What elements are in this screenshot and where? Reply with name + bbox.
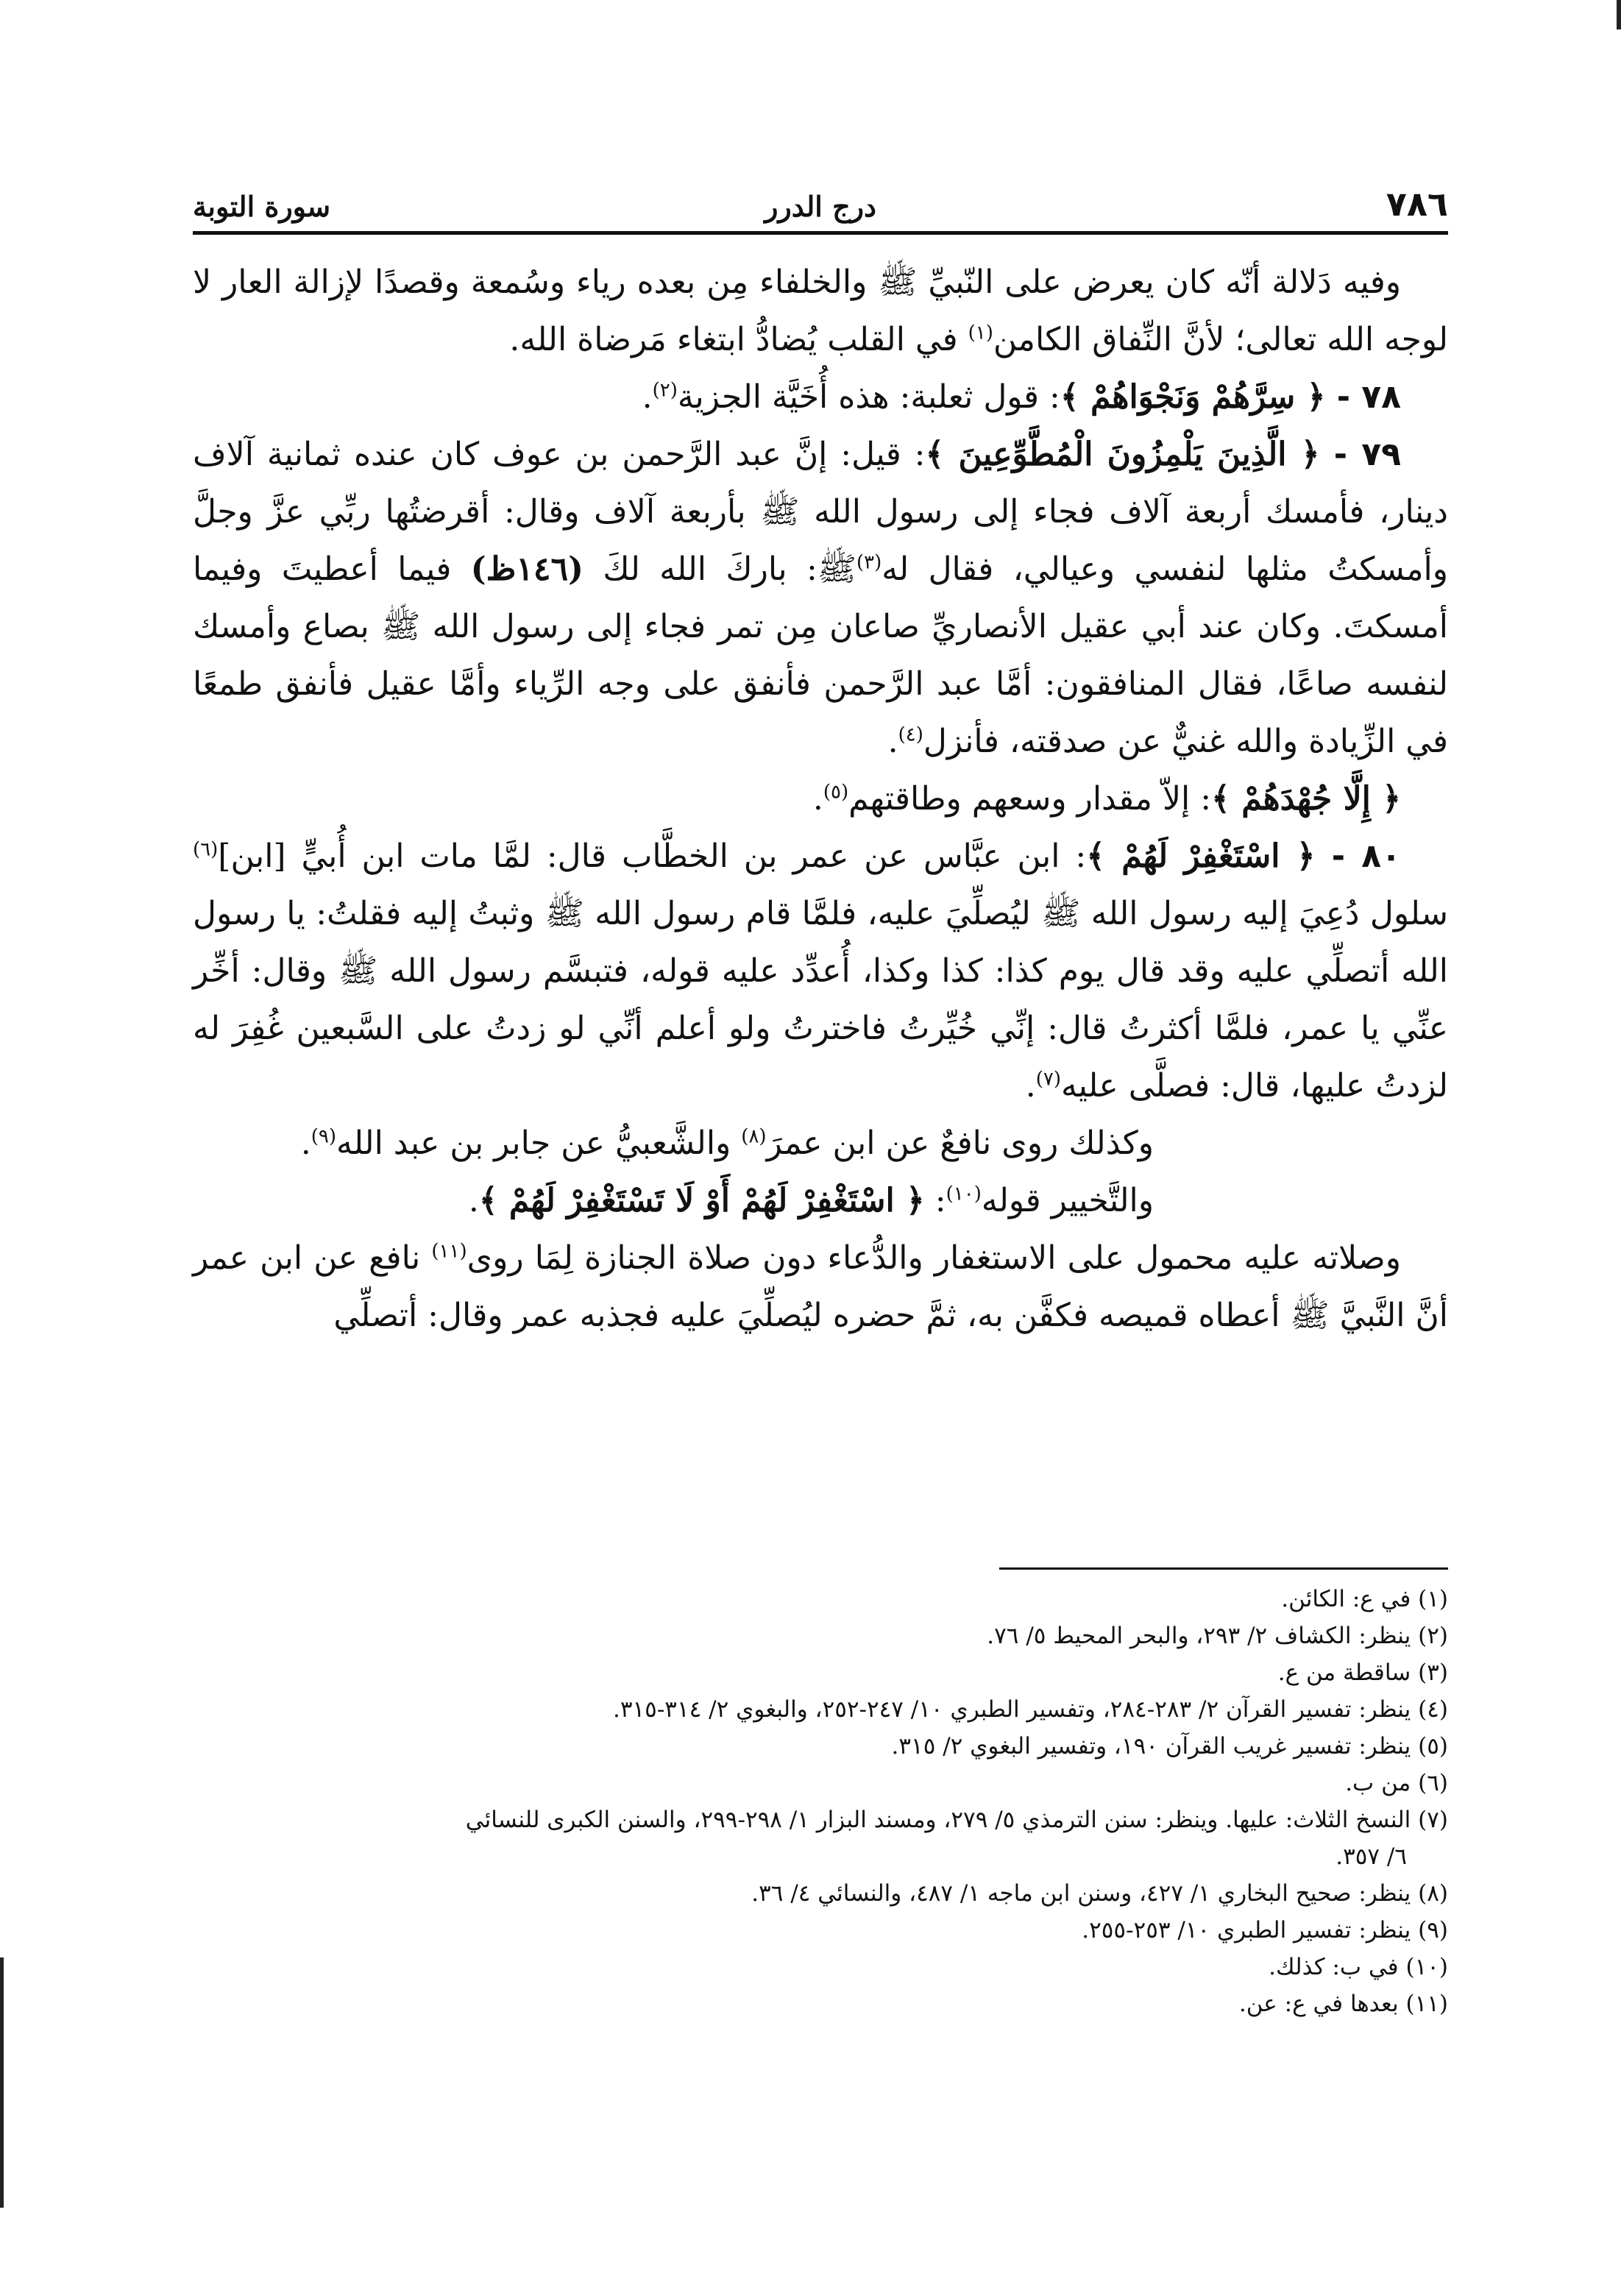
footnote-ref: (٤) — [898, 723, 923, 746]
footnote-7: (٧) النسخ الثلاث: عليها. وينظر: سنن الترمذي ٥/ ٢٧٩، ومسند البزار ١/ ٢٩٨-٢٩٩، والسنن الكبرى للنسائي — [465, 1807, 1448, 1833]
page-number: ٧٨٦ — [1386, 184, 1448, 224]
paragraph-intro: وفيه دَلالة أنّه كان يعرض على النّبيِّ ﷺ والخلفاء مِن بعده رياء وسُمعة وقصدًا لإزالة العار لا لوجه الله تعالى؛ لأنَّ النِّفاق الكامن$^{(١)}$ في القلب يُضادُّ ابتغاء مَرضاة الله. — [193, 263, 1448, 358]
surah-title: سورة التوبة — [193, 190, 331, 223]
verse-number: ٨٠ - — [1315, 837, 1401, 875]
header-rule — [193, 231, 1448, 235]
footnote-3: (٣) ساقطة من ع. — [1277, 1659, 1448, 1686]
verse-number: ٧٩ - — [1319, 436, 1401, 473]
footnote-1: (١) في ع: الكائن. — [1281, 1586, 1448, 1612]
footnote-ref: (١١) — [431, 1240, 467, 1263]
footnote-ref: (٩) — [311, 1125, 337, 1148]
footnote-5: (٥) ينظر: تفسير غريب القرآن ١٩٠، وتفسير البغوي ٢/ ٣١٥. — [891, 1733, 1448, 1760]
quran-verse: ﴿ إِلَّا جُهْدَهُمْ ﴾ — [1211, 780, 1401, 818]
running-header — [193, 184, 1448, 228]
verse-number: ٧٨ - — [1325, 378, 1401, 416]
manuscript-folio-marker: (١٤٦ظ) — [470, 550, 584, 588]
footnote-ref: (٢) — [652, 379, 678, 402]
main-text — [193, 254, 1448, 1344]
quran-verse: ﴿ اسْتَغْفِرْ لَهُمْ أَوْ لَا تَسْتَغْفِرْ لَهُمْ ﴾ — [478, 1182, 925, 1219]
verse-80-commentary: ٨٠ - ﴿ اسْتَغْفِرْ لَهُمْ ﴾: ابن عبَّاس عن عمر بن الخطَّاب قال: لمَّا مات ابن أُبيٍّ [ابن]$^{(٦)}$ سلول دُعِيَ إليه رسول الله ﷺ ليُصلِّيَ عليه، فلمَّا قام رسول الله ﷺ وثبتُ إليه فقلتُ: يا رسول الله أتصلِّي عليه وقد قال يوم كذا: كذا وكذا، أُعدِّد عليه قوله، فتبسَّم رسول الله ﷺ وقال: أخِّر عنِّي يا عمر، فلمَّا أكثرتُ قال: إنِّي خُيِّرتُ فاخترتُ ولو أعلم أنِّي لو زدتُ على السَّبعين غُفِرَ له لزدتُ عليها، قال: فصلَّى عليه$^{(٧)}$. — [193, 837, 1448, 1105]
footnote-7-continued: ٦/ ٣٥٧. — [1336, 1843, 1407, 1870]
book-title: درج الدرر — [765, 190, 876, 223]
footnote-10: (١٠) في ب: كذلك. — [1269, 1954, 1448, 1980]
footnote-ref: (١٠) — [946, 1183, 982, 1205]
footnote-ref: (٣) — [856, 551, 882, 574]
footnote-4: (٤) ينظر: تفسير القرآن ٢/ ٢٨٣-٢٨٤، وتفسير الطبري ١٠/ ٢٤٧-٢٥٢، والبغوي ٢/ ٣١٤-٣١٥. — [613, 1696, 1448, 1723]
illa-juhdahum-commentary: ﴿ إِلَّا جُهْدَهُمْ ﴾: إلاّ مقدار وسعهم وطاقتهم$^{(٥)}$. — [812, 780, 1401, 818]
verse-79-commentary: ٧٩ - ﴿ الَّذِينَ يَلْمِزُونَ الْمُطَّوِّعِينَ ﴾: قيل: إنَّ عبد الرَّحمن بن عوف كان عنده ثمانية آلاف دينار، فأمسك أربعة آلاف فجاء إلى رسول الله ﷺ بأربعة آلاف وقال: أقرضتُها ربِّي عزَّ وجلَّ وأمسكتُ مثلها لنفسي وعيالي، فقال له$^{(٣)}$ﷺ: باركَ الله لكَ (١٤٦ظ) فيما أعطيتَ وفيما أمسكتَ. وكان عند أبي عقيل الأنصاريِّ صاعان مِن تمر فجاء إلى رسول الله ﷺ بصاع وأمسك لنفسه صاعًا، فقال المنافقون: أمَّا عبد الرَّحمن فأنفق على وجه الرِّياء وأمَّا عقيل فأنفق طمعًا في الزِّيادة والله غنيٌّ عن صدقته، فأنزل$^{(٤)}$. — [193, 436, 1448, 760]
footnote-ref: (٦) — [193, 838, 219, 861]
quran-verse: ﴿ اسْتَغْفِرْ لَهُمْ ﴾ — [1086, 837, 1316, 875]
scan-corner-mark — [1617, 0, 1621, 29]
paragraph-salat: وصلاته عليه محمول على الاستغفار والدُّعاء دون صلاة الجنازة لِمَا روى$^{(١١)}$ نافع عن ابن عمر أنَّ النَّبيَّ ﷺ أعطاه قميصه فكفَّن به، ثمَّ حضره ليُصلِّيَ عليه فجذبه عمر وقال: أتصلِّي — [193, 1239, 1448, 1334]
paragraph-kadhalik: وكذلك روى نافعٌ عن ابن عمرَ$^{(٨)}$ والشَّعبيُّ عن جابر بن عبد الله$^{(٩)}$. — [300, 1124, 1154, 1162]
footnote-6: (٦) من ب. — [1345, 1770, 1448, 1796]
footnote-ref: (١) — [968, 322, 993, 344]
verse-78-commentary: ٧٨ - ﴿ سِرَّهُمْ وَنَجْوَاهُمْ ﴾: قول ثعلبة: هذه أُخَيَّة الجزية$^{(٢)}$. — [642, 378, 1401, 416]
footnote-ref: (٨) — [741, 1125, 767, 1148]
quran-verse: ﴿ الَّذِينَ يَلْمِزُونَ الْمُطَّوِّعِينَ ﴾ — [925, 436, 1320, 473]
footnote-11: (١١) بعدها في ع: عن. — [1238, 1991, 1448, 2017]
footnote-2: (٢) ينظر: الكشاف ٢/ ٢٩٣، والبحر المحيط ٥/ ٧٦. — [987, 1623, 1448, 1649]
footnote-9: (٩) ينظر: تفسير الطبري ١٠/ ٢٥٣-٢٥٥. — [1082, 1917, 1448, 1944]
scan-binding-edge — [0, 1957, 4, 2208]
quran-verse: ﴿ سِرَّهُمْ وَنَجْوَاهُمْ ﴾ — [1060, 378, 1326, 416]
footnote-ref: (٥) — [823, 781, 849, 804]
footnote-8: (٨) ينظر: صحيح البخاري ١/ ٤٢٧، وسنن ابن ماجه ١/ ٤٨٧، والنسائي ٤/ ٣٦. — [751, 1880, 1448, 1907]
footnote-ref: (٧) — [1035, 1068, 1062, 1091]
paragraph-takhyir: والتَّخيير قوله$^{(١٠)}$: ﴿ اسْتَغْفِرْ لَهُمْ أَوْ لَا تَسْتَغْفِرْ لَهُمْ ﴾. — [468, 1182, 1154, 1219]
footnotes — [193, 1581, 1448, 2022]
footnote-separator — [999, 1567, 1448, 1570]
